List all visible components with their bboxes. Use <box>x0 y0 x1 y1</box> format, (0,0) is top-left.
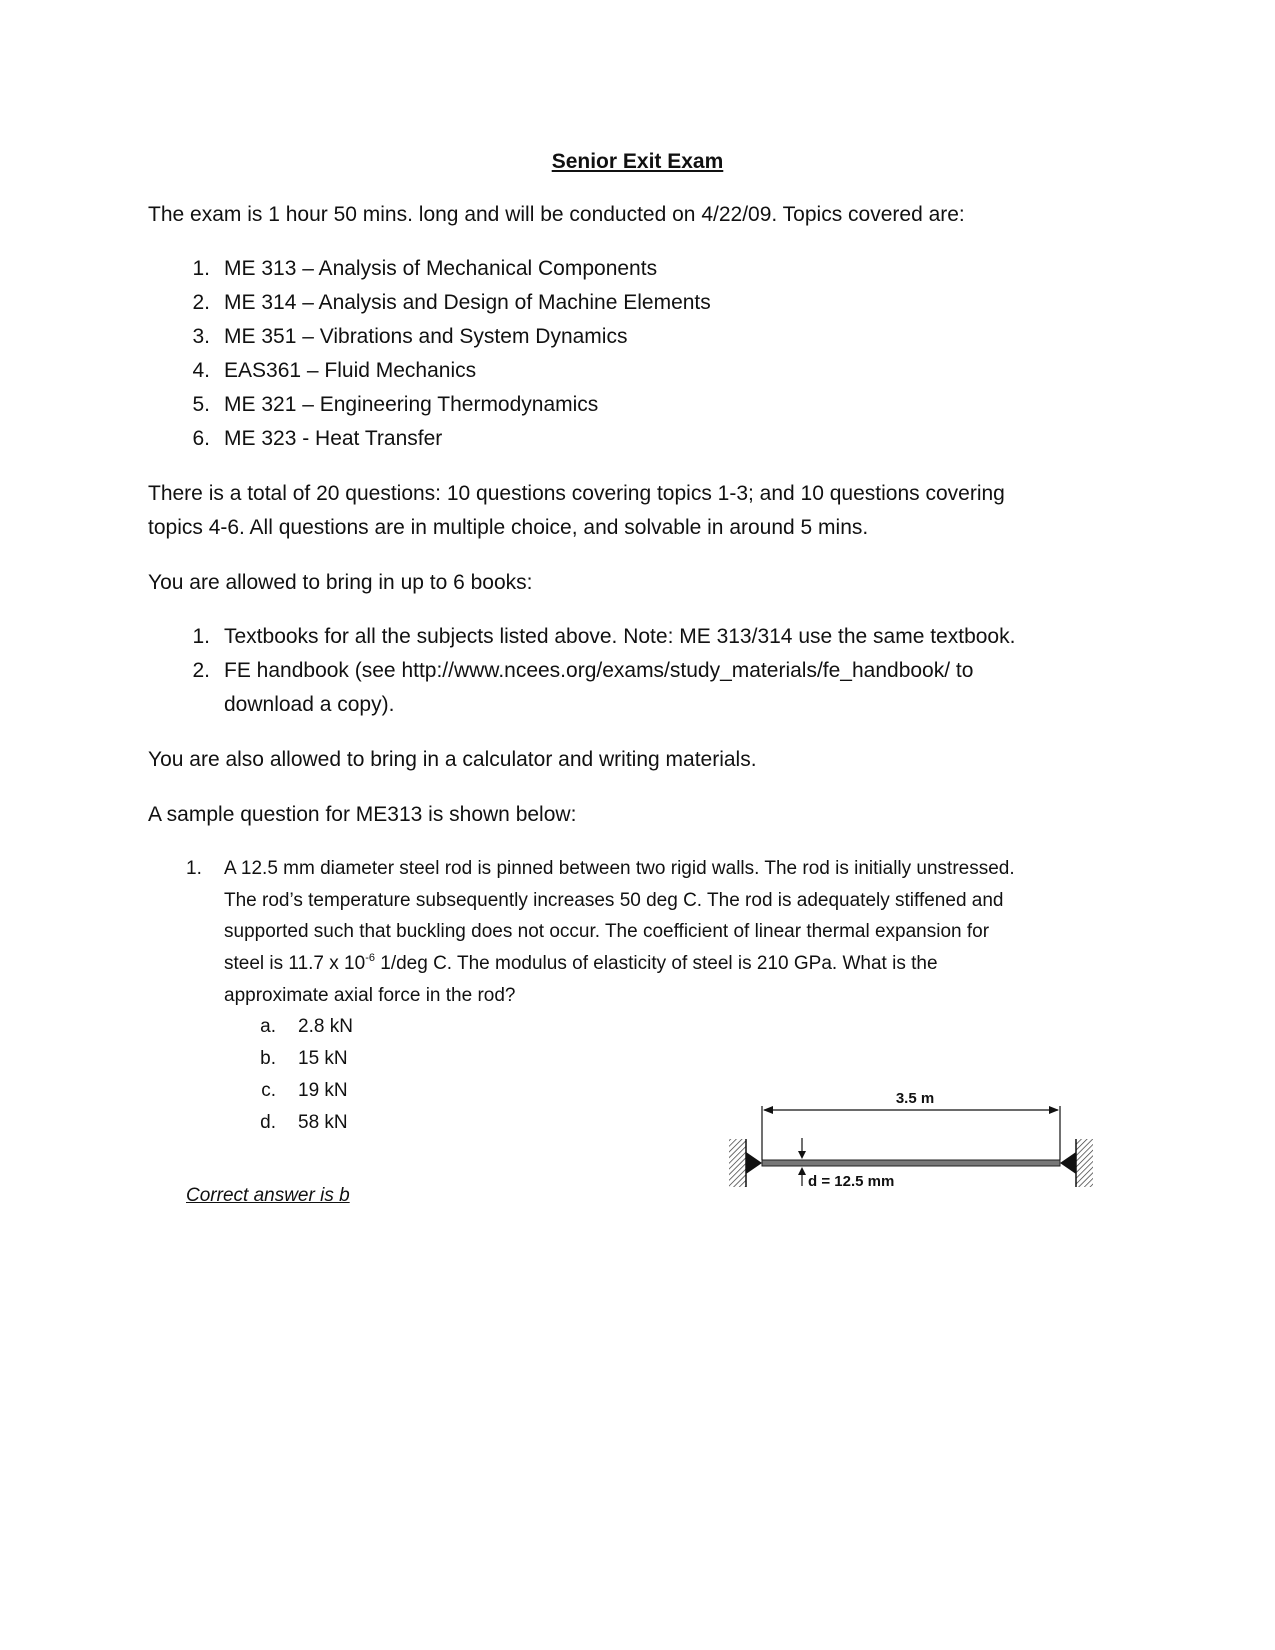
answer-option <box>0 1048 700 1076</box>
option-text: 15 kN <box>298 1048 348 1069</box>
list-text: ME 314 – Analysis and Design of Machine Elements <box>224 291 711 314</box>
correct-answer: Correct answer is b <box>186 1185 350 1206</box>
list-item <box>0 659 1275 687</box>
page-title: Senior Exit Exam <box>551 150 724 173</box>
length-label: 3.5 m <box>895 1090 935 1107</box>
rod-diagram <box>720 1070 1100 1200</box>
diameter-arrow-top <box>798 1151 806 1159</box>
left-wall <box>729 1139 746 1187</box>
list-text: ME 323 - Heat Transfer <box>224 427 443 450</box>
diameter-label: d = 12.5 mm <box>808 1173 895 1190</box>
steel-rod <box>762 1160 1060 1166</box>
question-text-part: steel is 11.7 x 10 <box>224 953 366 974</box>
question-number: 1. <box>186 858 202 879</box>
answer-option <box>0 1080 700 1108</box>
question-line: approximate axial force in the rod? <box>224 985 516 1006</box>
list-item <box>0 359 1275 387</box>
list-text: Textbooks for all the subjects listed above. Note: ME 313/314 use the same textbook. <box>224 625 1016 648</box>
list-item <box>0 291 1275 319</box>
list-number: 6. <box>192 427 210 450</box>
list-text: ME 351 – Vibrations and System Dynamics <box>224 325 628 348</box>
question-line <box>224 953 938 975</box>
list-number: 2. <box>192 659 210 682</box>
list-text: ME 321 – Engineering Thermodynamics <box>224 393 599 416</box>
diameter-arrow-bottom <box>798 1167 806 1175</box>
exponent: -6 <box>365 952 375 964</box>
right-wall <box>1076 1139 1093 1187</box>
list-number: 2. <box>192 291 210 314</box>
option-text: 58 kN <box>298 1112 348 1133</box>
left-pin-support <box>746 1152 762 1174</box>
list-item <box>0 325 1275 353</box>
length-arrow-right <box>1049 1106 1059 1114</box>
length-arrow-left <box>763 1106 773 1114</box>
list-number: 3. <box>192 325 210 348</box>
question-line: A 12.5 mm diameter steel rod is pinned between two rigid walls. The rod is initially unstressed. <box>224 858 1015 879</box>
questions-info-line: There is a total of 20 questions: 10 questions covering topics 1-3; and 10 questions covering <box>148 482 1005 505</box>
question-line: The rod’s temperature subsequently increases 50 deg C. The rod is adequately stiffened and <box>224 890 1004 911</box>
question-line: supported such that buckling does not occur. The coefficient of linear thermal expansion for <box>224 921 990 942</box>
option-letter: c. <box>261 1080 276 1101</box>
calculator-note: You are also allowed to bring in a calculator and writing materials. <box>148 748 757 771</box>
option-text: 19 kN <box>298 1080 348 1101</box>
sample-intro: A sample question for ME313 is shown below: <box>148 803 577 826</box>
answer-option <box>0 1112 700 1140</box>
right-pin-support <box>1060 1152 1076 1174</box>
list-text: ME 313 – Analysis of Mechanical Components <box>224 257 658 280</box>
books-intro: You are allowed to bring in up to 6 books: <box>148 571 533 594</box>
list-item <box>0 625 1275 653</box>
list-number: 1. <box>192 257 210 280</box>
answer-option <box>0 1016 700 1044</box>
option-letter: b. <box>260 1048 276 1069</box>
list-number: 4. <box>192 359 210 382</box>
list-number: 1. <box>192 625 210 648</box>
list-text: EAS361 – Fluid Mechanics <box>224 359 477 382</box>
questions-info-line: topics 4-6. All questions are in multiple choice, and solvable in around 5 mins. <box>148 516 869 539</box>
question-text-part: 1/deg C. The modulus of elasticity of steel is 210 GPa. What is the <box>374 953 938 974</box>
option-letter: d. <box>260 1112 276 1133</box>
list-item <box>0 257 1275 285</box>
option-text: 2.8 kN <box>298 1016 353 1037</box>
option-letter: a. <box>260 1016 276 1037</box>
intro-paragraph: The exam is 1 hour 50 mins. long and will be conducted on 4/22/09. Topics covered are: <box>148 203 965 226</box>
list-item-continuation <box>0 693 1275 721</box>
list-item <box>0 427 1275 455</box>
list-text: download a copy). <box>224 693 395 716</box>
list-item <box>0 393 1275 421</box>
list-text: FE handbook (see http://www.ncees.org/exams/study_materials/fe_handbook/ to <box>224 659 974 682</box>
list-number: 5. <box>192 393 210 416</box>
